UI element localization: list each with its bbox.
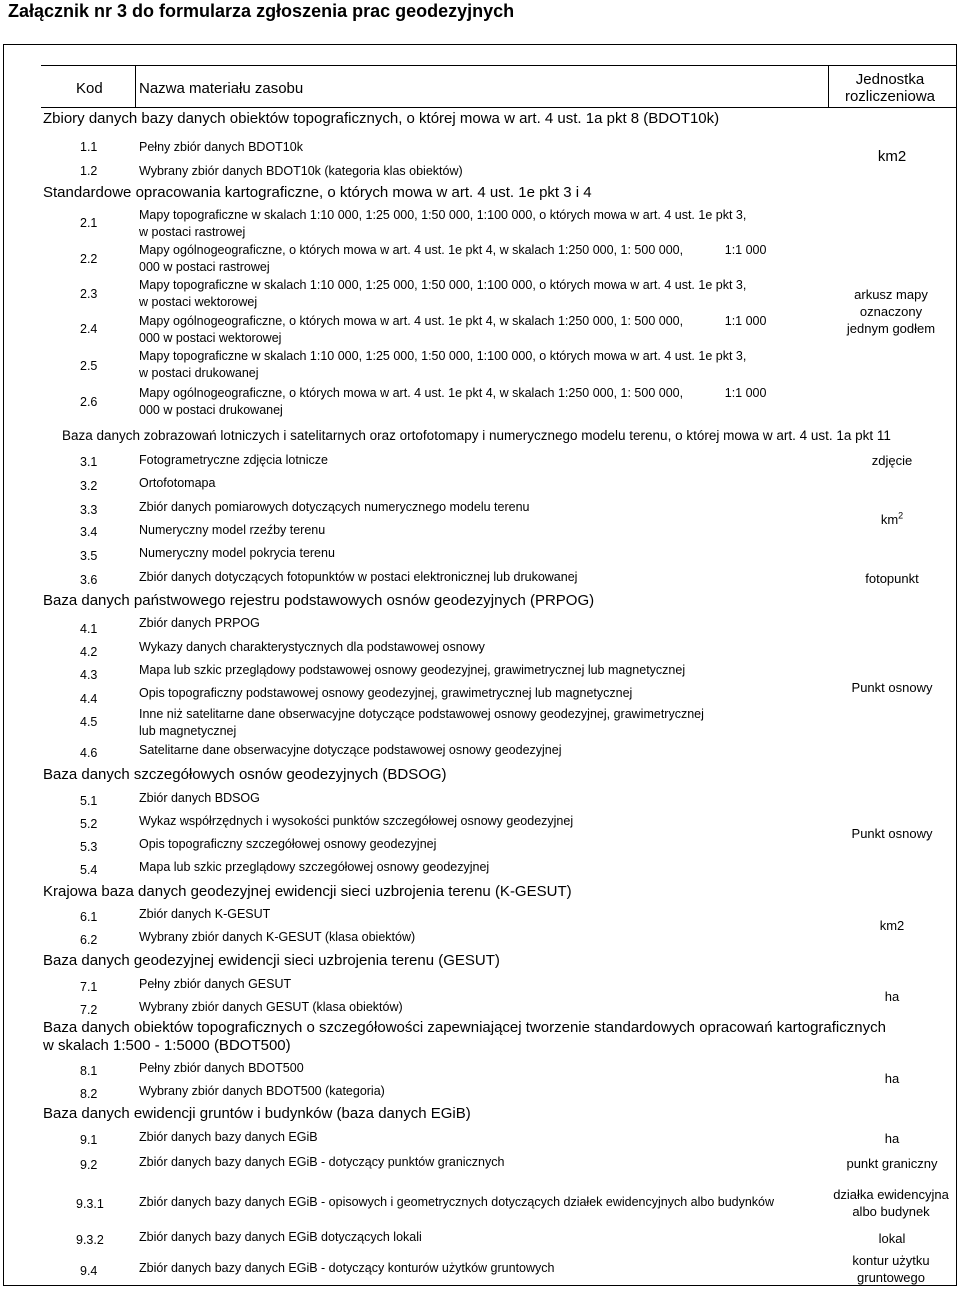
row-code: 9.3.2 [76, 1233, 104, 1247]
row-code: 2.4 [80, 322, 98, 336]
row-code: 1.1 [80, 140, 98, 154]
section-title: Baza danych zobrazowań lotniczych i satelitarnych oraz ortofotomapy i numerycznego modelu terenu, o której mowa w art. 4 ust. 1a pkt 11 [62, 428, 891, 443]
row-code: 4.1 [80, 622, 98, 636]
header-divider [135, 65, 136, 108]
row-name: Mapy ogólnogeograficzne, o których mowa w art. 4 ust. 1e pkt 4, w skalach 1:250 000, 1: 500 000, 1:1 000 [139, 243, 767, 257]
row-name: Zbiór danych pomiarowych dotyczących numerycznego modelu terenu [139, 500, 530, 514]
row-name: Zbiór danych K-GESUT [139, 907, 271, 921]
row-code: 6.2 [80, 933, 98, 947]
row-name: Pełny zbiór danych BDOT500 [139, 1061, 304, 1075]
unit-label: km2 [877, 148, 907, 165]
section-title-cont: w skalach 1:500 - 1:5000 (BDOT500) [43, 1037, 291, 1054]
row-name: Mapy ogólnogeograficzne, o których mowa w art. 4 ust. 1e pkt 4, w skalach 1:250 000, 1: 500 000, 1:1 000 [139, 314, 767, 328]
row-name: Wybrany zbiór danych GESUT (klasa obiektów) [139, 1000, 403, 1014]
row-name: Opis topograficzny podstawowej osnowy geodezyjnej, grawimetrycznej lub magnetycznej [139, 686, 633, 700]
row-code: 7.2 [80, 1003, 98, 1017]
row-name: Zbiór danych bazy danych EGiB - dotyczący konturów użytków gruntowych [139, 1261, 555, 1275]
row-code: 6.1 [80, 910, 98, 924]
row-code: 9.1 [80, 1133, 98, 1147]
row-name: Zbiór danych bazy danych EGiB - dotyczący punktów granicznych [139, 1155, 505, 1169]
row-name: Pełny zbiór danych BDOT10k [139, 140, 303, 154]
row-name: Pełny zbiór danych GESUT [139, 977, 292, 991]
row-name-cont: w postaci drukowanej [139, 366, 259, 380]
unit-label: Punkt osnowy [851, 680, 933, 695]
header-unit: Jednostka rozliczeniowa [844, 71, 936, 105]
unit-label: lokal [878, 1231, 906, 1246]
row-name-cont: lub magnetycznej [139, 724, 237, 738]
row-code: 9.3.1 [76, 1197, 104, 1211]
row-name-cont: 000 w postaci rastrowej [139, 260, 270, 274]
row-name-cont: w postaci rastrowej [139, 225, 246, 239]
row-code: 2.2 [80, 252, 98, 266]
unit-label: ha [884, 1131, 900, 1146]
row-name-cont: w postaci wektorowej [139, 295, 258, 309]
row-name: Fotogrametryczne zdjęcia lotnicze [139, 453, 328, 467]
row-name: Mapa lub szkic przeglądowy podstawowej osnowy geodezyjnej, grawimetrycznej lub magnetycznej [139, 663, 686, 677]
row-name-cont: 000 w postaci drukowanej [139, 403, 283, 417]
row-code: 3.1 [80, 455, 98, 469]
row-code: 4.5 [80, 715, 98, 729]
row-name: Opis topograficzny szczegółowej osnowy geodezyjnej [139, 837, 437, 851]
row-code: 2.3 [80, 287, 98, 301]
row-name: Zbiór danych dotyczących fotopunktów w postaci elektronicznej lub drukowanej [139, 570, 578, 584]
unit-label: arkusz mapy oznaczony jednym godłem [846, 287, 936, 336]
unit-label: ha [884, 1071, 900, 1086]
unit-label: Punkt osnowy [851, 826, 933, 841]
unit-label: zdjęcie [871, 453, 913, 468]
row-code: 2.1 [80, 216, 98, 230]
row-name: Wykazy danych charakterystycznych dla podstawowej osnowy [139, 640, 485, 654]
unit-label: ha [884, 989, 900, 1004]
row-name: Mapa lub szkic przeglądowy szczegółowej osnowy geodezyjnej [139, 860, 490, 874]
section-title: Baza danych obiektów topograficznych o szczegółowości zapewniającej tworzenie standardowych opracowań kartograficznych [43, 1019, 886, 1036]
row-name: Wybrany zbiór danych BDOT500 (kategoria) [139, 1084, 385, 1098]
section-title: Baza danych państwowego rejestru podstawowych osnów geodezyjnych (PRPOG) [43, 592, 595, 609]
row-name: Wybrany zbiór danych K-GESUT (klasa obiektów) [139, 930, 416, 944]
unit-label: $km^2$ [880, 510, 904, 527]
page-title: Załącznik nr 3 do formularza zgłoszenia prac geodezyjnych [8, 1, 515, 21]
row-code: 4.6 [80, 746, 98, 760]
row-name: Zbiór danych bazy danych EGiB [139, 1130, 318, 1144]
row-name: Mapy topograficzne w skalach 1:10 000, 1:25 000, 1:50 000, 1:100 000, o których mowa w art. 4 ust. 1e pkt 3, [139, 208, 747, 222]
row-code: 7.1 [80, 980, 98, 994]
row-name: Wybrany zbiór danych BDOT10k (kategoria klas obiektów) [139, 164, 463, 178]
row-code: 3.5 [80, 549, 98, 563]
row-code: 3.3 [80, 503, 98, 517]
section-title: Zbiory danych bazy danych obiektów topograficznych, o której mowa w art. 4 ust. 1a pkt 8 (BDOT10k) [43, 110, 720, 127]
row-code: 9.4 [80, 1264, 98, 1278]
row-code: 2.5 [80, 359, 98, 373]
row-code: 2.6 [80, 395, 98, 409]
unit-label: km2 [879, 918, 905, 933]
row-name: Satelitarne dane obserwacyjne dotyczące podstawowej osnowy geodezyjnej [139, 743, 562, 757]
row-code: 3.4 [80, 525, 98, 539]
row-name: Zbiór danych bazy danych EGiB dotyczących lokali [139, 1230, 422, 1244]
row-name: Ortofotomapa [139, 476, 216, 490]
row-name: Zbiór danych PRPOG [139, 616, 260, 630]
row-code: 5.2 [80, 817, 98, 831]
row-code: 8.1 [80, 1064, 98, 1078]
section-title: Baza danych geodezyjnej ewidencji sieci uzbrojenia terenu (GESUT) [43, 952, 500, 969]
header-code: Kod [76, 80, 103, 97]
row-name: Mapy topograficzne w skalach 1:10 000, 1:25 000, 1:50 000, 1:100 000, o których mowa w art. 4 ust. 1e pkt 3, [139, 278, 747, 292]
section-title: Baza danych szczegółowych osnów geodezyjnych (BDSOG) [43, 766, 447, 783]
row-code: 5.1 [80, 794, 98, 808]
row-name: Wykaz współrzędnych i wysokości punktów szczegółowej osnowy geodezyjnej [139, 814, 574, 828]
row-code: 4.3 [80, 668, 98, 682]
row-name: Numeryczny model rzeźby terenu [139, 523, 326, 537]
row-name: Numeryczny model pokrycia terenu [139, 546, 335, 560]
row-code: 9.2 [80, 1158, 98, 1172]
unit-label: fotopunkt [865, 571, 919, 586]
row-code: 5.3 [80, 840, 98, 854]
unit-label: kontur użytku gruntowego [852, 1253, 930, 1285]
row-code: 3.6 [80, 573, 98, 587]
row-name: Mapy ogólnogeograficzne, o których mowa w art. 4 ust. 1e pkt 4, w skalach 1:250 000, 1: 500 000, 1:1 000 [139, 386, 767, 400]
row-code: 4.2 [80, 645, 98, 659]
section-title: Baza danych ewidencji gruntów i budynków (baza danych EGiB) [43, 1105, 471, 1122]
section-title: Standardowe opracowania kartograficzne, o których mowa w art. 4 ust. 1e pkt 3 i 4 [43, 184, 592, 201]
row-code: 5.4 [80, 863, 98, 877]
row-name: Inne niż satelitarne dane obserwacyjne dotyczące podstawowej osnowy geodezyjnej, grawimetrycznej [139, 707, 704, 721]
header-name: Nazwa materiału zasobu [139, 80, 304, 97]
row-code: 3.2 [80, 479, 98, 493]
row-code: 1.2 [80, 164, 98, 178]
header-divider [828, 65, 829, 108]
unit-label: punkt graniczny [846, 1156, 938, 1171]
row-name: Mapy topograficzne w skalach 1:10 000, 1:25 000, 1:50 000, 1:100 000, o których mowa w art. 4 ust. 1e pkt 3, [139, 349, 747, 363]
row-code: 4.4 [80, 692, 98, 706]
row-code: 8.2 [80, 1087, 98, 1101]
unit-label: działka ewidencyjna albo budynek [833, 1187, 949, 1219]
row-name: Zbiór danych bazy danych EGiB - opisowych i geometrycznych dotyczących działek ewidencyjnych albo budynków [139, 1195, 775, 1209]
row-name-cont: 000 w postaci wektorowej [139, 331, 282, 345]
row-name: Zbiór danych BDSOG [139, 791, 260, 805]
section-title: Krajowa baza danych geodezyjnej ewidencji sieci uzbrojenia terenu (K-GESUT) [43, 883, 572, 900]
